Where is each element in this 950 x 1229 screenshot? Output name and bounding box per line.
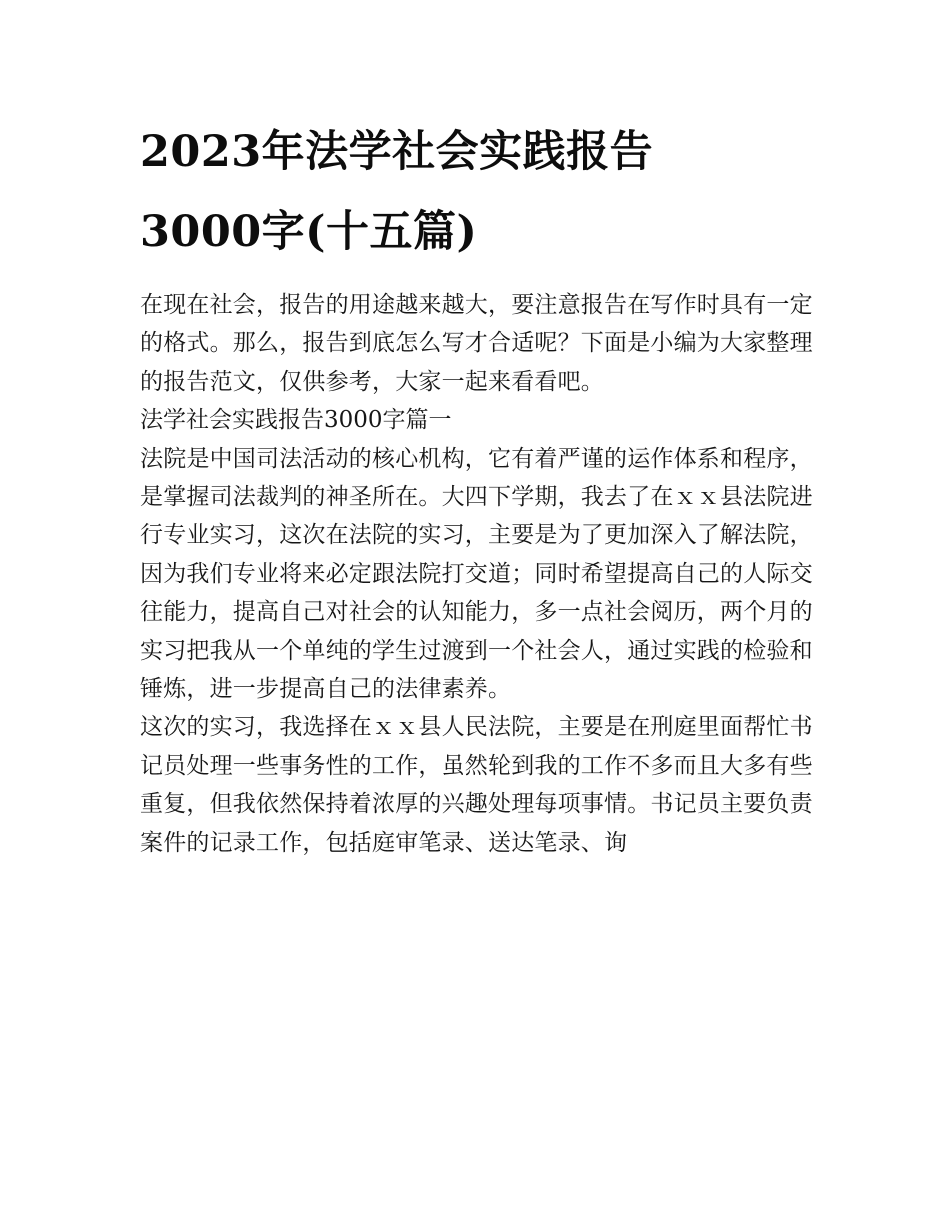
body-paragraph-2: 这次的实习，我选择在ｘｘ县人民法院，主要是在刑庭里面帮忙书记员处理一些事务性的工作，虽然轮到我的工作不多而且大多有些重复，但我依然保持着浓厚的兴趣处理每项事情。书记员主要负责案件的记录工作，包括庭审笔录、送达笔录、询 — [140, 714, 813, 856]
body-paragraph-1: 法院是中国司法活动的核心机构，它有着严谨的运作体系和程序，是掌握司法裁判的神圣所在。大四下学期，我去了在ｘｘ县法院进行专业实习，这次在法院的实习，主要是为了更加深入了解法院，因为我们专业将来必定跟法院打交道；同时希望提高自己的人际交往能力，提高自己对社会的认知能力，多一点社会阅历，两个月的实习把我从一个单纯的学生过渡到一个社会人，通过实践的检验和锤炼，进一步提高自己的法律素养。 — [140, 445, 813, 703]
document-content — [140, 112, 820, 862]
document-title — [140, 112, 820, 272]
intro-paragraph: 在现在社会，报告的用途越来越大，要注意报告在写作时具有一定的格式。那么，报告到底怎么写才合适呢？下面是小编为大家整理的报告范文，仅供参考，大家一起来看看吧。 — [140, 292, 813, 395]
title-line-2: 3000字(十五篇) — [140, 207, 478, 257]
title-line-1: 2023年法学社会实践报告 — [140, 127, 654, 177]
section-heading: 法学社会实践报告3000字篇一 — [140, 407, 452, 434]
